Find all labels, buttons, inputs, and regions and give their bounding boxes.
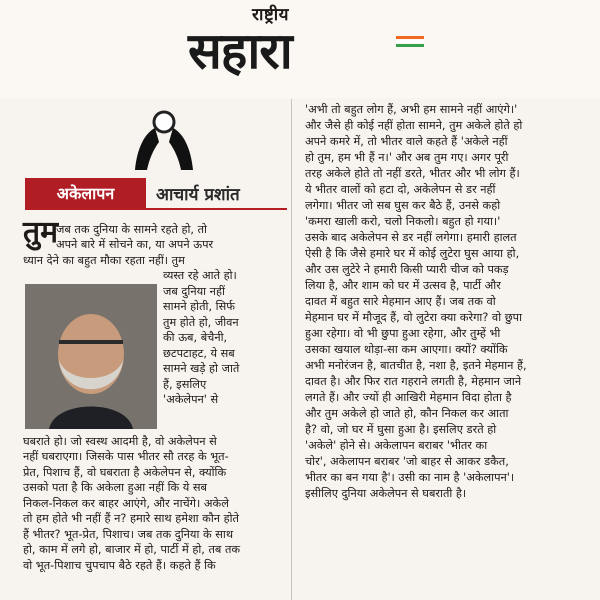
author-photo bbox=[25, 284, 157, 429]
left-line: छटपटाहट, ये सब bbox=[163, 347, 235, 360]
right-line: 'अभी तो बहुत लोग हैं, अभी हम सामने नहीं आएंगे।' bbox=[305, 103, 518, 116]
right-line: मेहमान घर में मौजूद हैं, वो लुटेरा क्या करेगा? वो छुपा bbox=[305, 311, 522, 324]
left-line: 'अकेलेपन' से bbox=[163, 393, 219, 406]
right-line: इसीलिए दुनिया अकेलेपन से घबराती है। bbox=[305, 487, 467, 500]
masthead-small-title: राष्ट्रीय bbox=[252, 5, 290, 25]
left-line: जब तक दुनिया के सामने रहते हो, तो bbox=[56, 223, 207, 236]
right-line: दावत है। और फिर रात गहराने लगती है, मेहमान जाने bbox=[305, 375, 522, 388]
left-line: जब दुनिया नहीं bbox=[163, 285, 225, 298]
column-title-bar bbox=[25, 178, 287, 210]
right-line: है? वो, जो घर में घुसा हुआ है। इसलिए डरते हो bbox=[305, 423, 497, 436]
right-line: लगेगा। भीतर जो सब घुस कर बैठे हैं, उनसे कहो bbox=[305, 199, 501, 212]
dropcap: तुम bbox=[23, 215, 59, 250]
left-line: सामने खड़े हो जाते bbox=[163, 362, 240, 375]
column-tag: अकेलापन bbox=[25, 178, 146, 208]
right-line: चोर', अकेलापन बराबर 'जो बाहर से आकर डकैत, bbox=[305, 455, 509, 468]
right-line: उसके बाद अकेलेपन से डर नहीं लगेगा। हमारी हालत bbox=[305, 231, 517, 244]
left-line: उसको पता है कि अकेला हुआ नहीं कि ये सब bbox=[23, 481, 208, 494]
column-divider bbox=[291, 99, 292, 600]
masthead-logo-title: सहारा bbox=[188, 22, 292, 80]
tricolor-flag-icon bbox=[396, 36, 424, 46]
left-line: अपने बारे में सोचने का, या अपने ऊपर bbox=[56, 238, 214, 251]
right-line: 'कमरा खाली करो, चलो निकलो। बहुत हो गया।' bbox=[305, 215, 501, 228]
left-column bbox=[15, 98, 283, 600]
right-line: ये भीतर वालों को हटा दो, अकेलेपन से डर नहीं bbox=[305, 183, 496, 196]
right-line: दावत में बहुत सारे मेहमान आए हैं। जब तक वो bbox=[305, 295, 496, 308]
left-line: हैं भीतर? भूत-प्रेत, पिशाच। जब तक दुनिया के साथ bbox=[23, 528, 234, 541]
left-line: तुम होते हो, जीवन bbox=[163, 316, 239, 329]
left-line: की ऊब, बेचैनी, bbox=[163, 331, 228, 344]
right-line: और तुम अकेले हो जाते हो, कौन निकल कर आता bbox=[305, 407, 509, 420]
left-line: प्रेत, पिशाच हैं, वो घबराता है अकेलेपन से, क्योंकि bbox=[23, 466, 227, 479]
left-line: हैं, इसलिए bbox=[163, 378, 207, 391]
left-line: वो भूत-पिशाच चुपचाप बैठे रहते हैं। कहते हैं कि bbox=[23, 559, 216, 572]
author-name: आचार्य प्रशांत bbox=[156, 184, 240, 205]
praying-hands-icon bbox=[127, 98, 201, 178]
left-line: नहीं घबराएगा। जिसके पास भीतर सौ तरह के भूत- bbox=[23, 450, 229, 463]
right-line: उसका खयाल थोड़ा-सा कम आएगा। क्यों? क्योंकि bbox=[305, 343, 508, 356]
right-line: ऐसी है कि जैसे हमारे घर में कोई लुटेरा घुस आया हो, bbox=[305, 247, 520, 260]
left-line: ध्यान देने का बहुत मौका रहता नहीं। तुम bbox=[23, 254, 185, 267]
right-line: और उस लुटेरे ने हमारी किसी प्यारी चीज को पकड़ bbox=[305, 263, 509, 276]
right-line: लगते हैं। और ज्यों ही आखिरी मेहमान विदा होता है bbox=[305, 391, 512, 404]
left-line: घबराते हो। जो स्वस्थ आदमी है, वो अकेलेपन से bbox=[23, 435, 217, 448]
right-line: 'अकेले' होने से। अकेलापन बराबर 'भीतर का bbox=[305, 439, 488, 452]
left-line: तो हम होते भी नहीं हैं न? हमारे साथ हमेशा कौन होते bbox=[23, 512, 239, 525]
left-line: निकल-निकल कर बाहर आएंगे, और नाचेंगे। अकेले bbox=[23, 497, 229, 510]
right-line: तरह अकेले होते तो नहीं डरते, भीतर और भी लोग हैं। bbox=[305, 167, 520, 180]
masthead bbox=[0, 0, 600, 98]
left-line: व्यस्त रहे आते हो। bbox=[163, 269, 237, 282]
left-line: सामने होती, सिर्फ bbox=[163, 300, 235, 313]
right-line: लिया है, और शाम को घर में उत्सव है, पार्टी और bbox=[305, 279, 501, 292]
right-line: अभी मनोरंजन है, बातचीत है, नशा है, इतने मेहमान हैं, bbox=[305, 359, 527, 372]
right-line: हो तुम, हम भी हैं न।' और अब तुम गए। अगर पूरी bbox=[305, 151, 509, 164]
right-line: हुआ रहेगा। वो भी छुपा हुआ रहेगा, और तुम्हें भी bbox=[305, 327, 501, 340]
left-line: हो, काम में लगे हो, बाजार में हो, पार्टी में हो, तब तक bbox=[23, 543, 241, 556]
right-line: भीतर का बन गया है'। उसी का नाम है 'अकेलापन'। bbox=[305, 471, 515, 484]
right-line: और जैसे ही कोई नहीं होता सामने, तुम अकेले होते हो bbox=[305, 119, 523, 132]
right-line: अपने कमरे में, तो भीतर वाले कहते हैं 'अकेले नहीं bbox=[305, 135, 508, 148]
